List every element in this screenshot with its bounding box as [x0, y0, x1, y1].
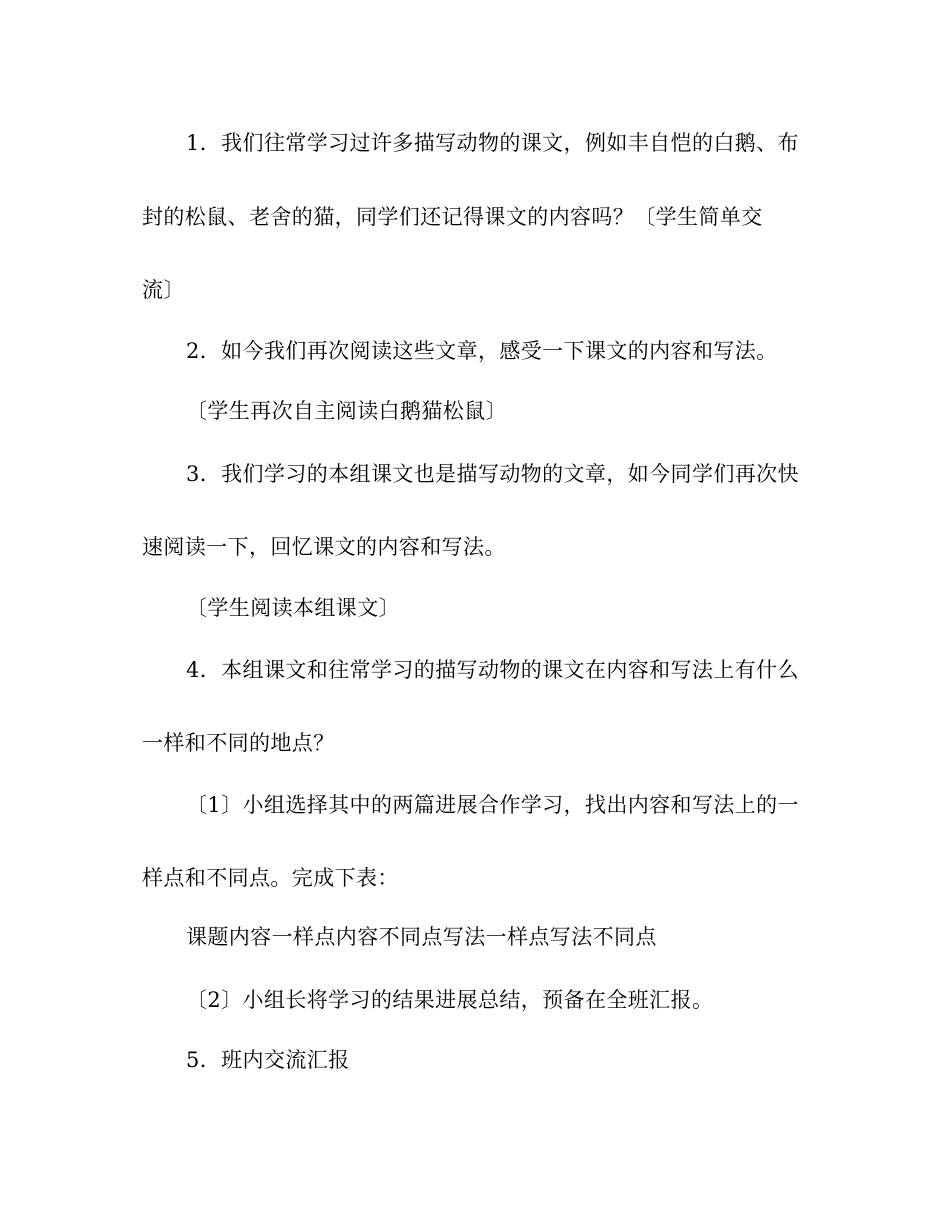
- paragraph-3-note: 〔学生阅读本组课文〕: [186, 596, 400, 620]
- table-header-row: 课题内容一样点内容不同点写法一样点写法不同点: [186, 925, 657, 949]
- paragraph-1-line-3: 流〕: [142, 278, 185, 302]
- paragraph-4-line-2: 一样和不同的地点？: [142, 731, 335, 755]
- subitem-1-line-1: 〔1〕小组选择其中的两篇进展合作学习，找出内容和写法上的一: [186, 793, 799, 817]
- paragraph-3-line-1: 3．我们学习的本组课文也是描写动物的文章，如今同学们再次快: [186, 462, 799, 486]
- subitem-2: 〔2〕小组长将学习的结果进展总结，预备在全班汇报。: [186, 988, 714, 1012]
- paragraph-5: 5．班内交流汇报: [186, 1048, 350, 1072]
- paragraph-1-line-1: 1．我们往常学习过许多描写动物的课文，例如丰自恺的白鹅、布: [186, 131, 799, 155]
- subitem-1-line-2: 样点和不同点。完成下表：: [142, 866, 399, 890]
- paragraph-2: 2．如今我们再次阅读这些文章，感受一下课文的内容和写法。: [186, 339, 778, 363]
- paragraph-2-note: 〔学生再次自主阅读白鹅猫松鼠〕: [186, 399, 507, 423]
- paragraph-3-line-2: 速阅读一下，回忆课文的内容和写法。: [142, 535, 506, 559]
- paragraph-4-line-1: 4．本组课文和往常学习的描写动物的课文在内容和写法上有什么: [186, 658, 799, 682]
- paragraph-1-line-2: 封的松鼠、老舍的猫，同学们还记得课文的内容吗？〔学生简单交: [142, 205, 763, 229]
